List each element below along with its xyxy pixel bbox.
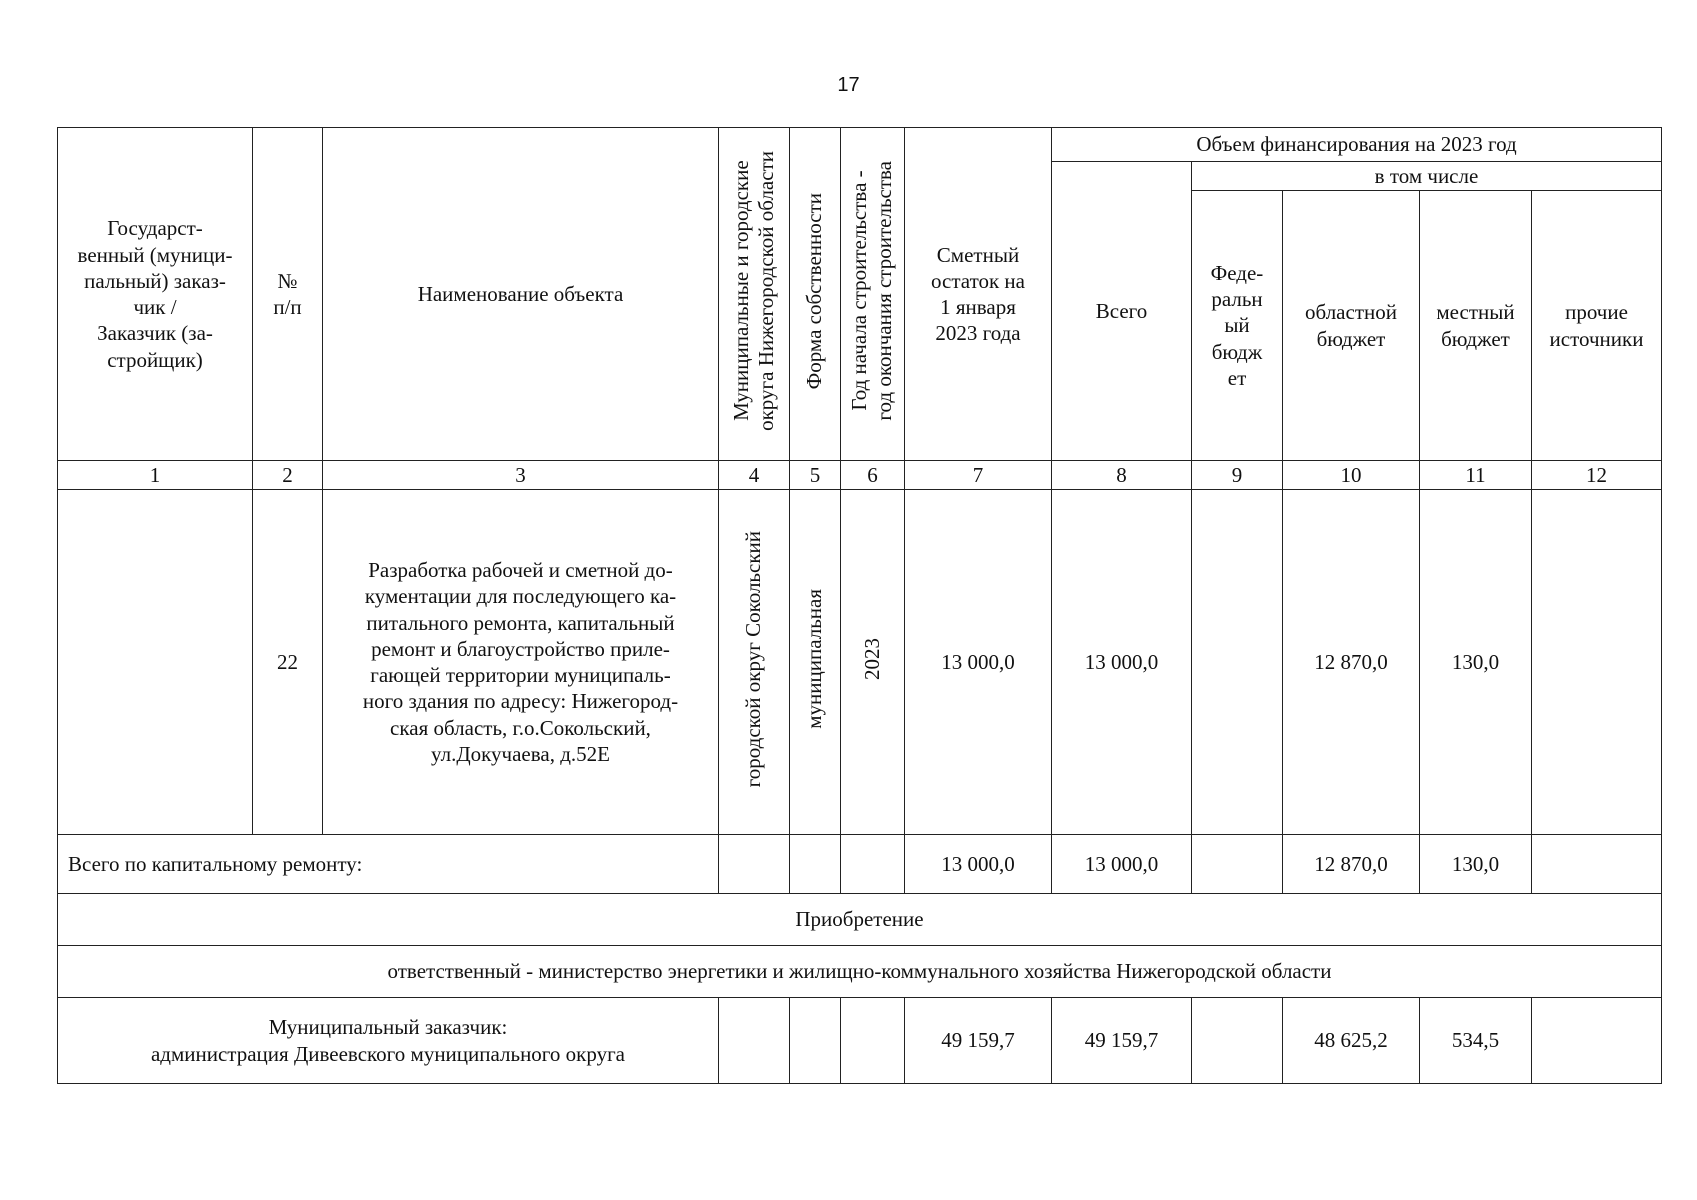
column-number: 2 (253, 461, 323, 490)
municipal-other (1532, 998, 1662, 1084)
header-years: Год начала строительства - год окончания строительства (847, 161, 897, 421)
header-including: в том числе (1192, 162, 1662, 191)
row-years: 2023 (859, 637, 884, 680)
page-number: 17 (837, 74, 860, 96)
municipal-local: 534,5 (1420, 998, 1532, 1084)
row-district: городской округ Сокольский (741, 530, 766, 788)
header-ownership: Форма собственности (802, 192, 827, 390)
header-object-name: Наименование объекта (323, 128, 719, 461)
row-object-name: Разработка рабочей и сметной до- кументации для последующего ка- питального ремонта, капитальный ремонт и благоустройство приле- гающей территории муниципаль- ного здания по адресу: Нижегород- ская область, г.о.Сокольский, ул.Докучаева, д.52Е (323, 490, 719, 835)
row-ownership-cell (790, 490, 841, 835)
row-number: 22 (253, 490, 323, 835)
row-regional: 12 870,0 (1283, 490, 1420, 835)
municipal-customer-row (58, 998, 1662, 1084)
subtotal-estimate-balance: 13 000,0 (905, 835, 1052, 894)
column-number: 9 (1192, 461, 1283, 490)
header-districts: Муниципальные и городские округа Нижегородской области (728, 150, 778, 431)
row-local: 130,0 (1420, 490, 1532, 835)
subtotal-label: Всего по капитальному ремонту: (58, 835, 719, 894)
header-number: № п/п (253, 128, 323, 461)
column-number: 3 (323, 461, 719, 490)
municipal-estimate-balance: 49 159,7 (905, 998, 1052, 1084)
municipal-total: 49 159,7 (1052, 998, 1192, 1084)
subtotal-total: 13 000,0 (1052, 835, 1192, 894)
column-number: 7 (905, 461, 1052, 490)
column-number: 4 (719, 461, 790, 490)
subtotal-other (1532, 835, 1662, 894)
row-estimate-balance: 13 000,0 (905, 490, 1052, 835)
municipal-federal (1192, 998, 1283, 1084)
financing-table (57, 127, 1662, 1084)
row-district-cell (719, 490, 790, 835)
table-row (58, 490, 1662, 835)
subtotal-local: 130,0 (1420, 835, 1532, 894)
column-number: 5 (790, 461, 841, 490)
header-estimate-balance: Сметный остаток на 1 января 2023 года (905, 128, 1052, 461)
header-other: прочие источники (1532, 191, 1662, 461)
header-total: Всего (1052, 162, 1192, 461)
header-ownership-cell (790, 128, 841, 461)
subtotal-row (58, 835, 1662, 894)
responsible-ministry: ответственный - министерство энергетики и жилищно-коммунального хозяйства Нижегородской области (58, 946, 1662, 998)
municipal-customer-label: Муниципальный заказчик: администрация Дивеевского муниципального округа (58, 998, 719, 1084)
row-ownership: муниципальная (802, 588, 827, 729)
header-customer: Государст- венный (муници- пальный) заказ- чик / Заказчик (за- стройщик) (58, 128, 253, 461)
column-numbers-row (58, 461, 1662, 490)
municipal-regional: 48 625,2 (1283, 998, 1420, 1084)
row-years-cell (841, 490, 905, 835)
header-regional: областной бюджет (1283, 191, 1420, 461)
header-years-cell (841, 128, 905, 461)
column-number: 8 (1052, 461, 1192, 490)
row-customer (58, 490, 253, 835)
header-districts-cell (719, 128, 790, 461)
row-federal (1192, 490, 1283, 835)
row-other (1532, 490, 1662, 835)
column-number: 6 (841, 461, 905, 490)
section-title: Приобретение (58, 894, 1662, 946)
subtotal-regional: 12 870,0 (1283, 835, 1420, 894)
header-federal: Феде- ральн ый бюдж ет (1192, 191, 1283, 461)
header-funding-title: Объем финансирования на 2023 год (1052, 128, 1662, 162)
row-total: 13 000,0 (1052, 490, 1192, 835)
column-number: 1 (58, 461, 253, 490)
column-number: 12 (1532, 461, 1662, 490)
header-local: местный бюджет (1420, 191, 1532, 461)
subtotal-federal (1192, 835, 1283, 894)
column-number: 11 (1420, 461, 1532, 490)
column-number: 10 (1283, 461, 1420, 490)
